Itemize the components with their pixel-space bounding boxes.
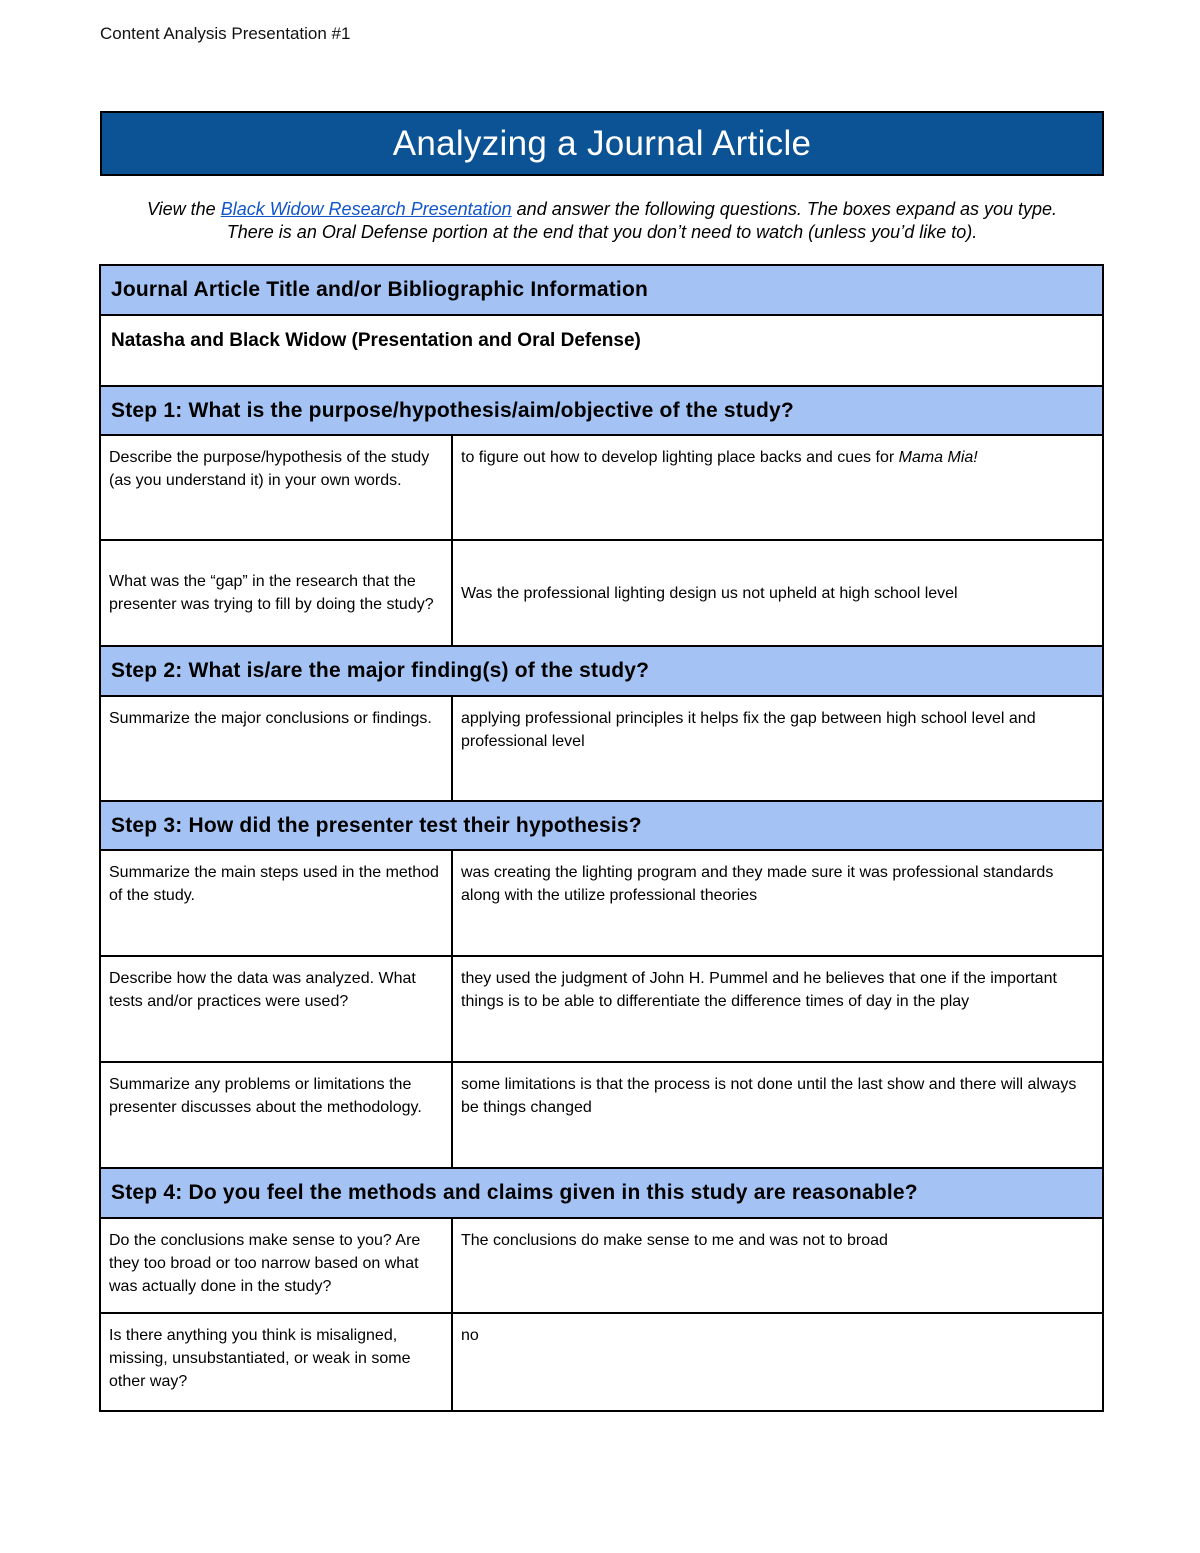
answer-field[interactable]: they used the judgment of John H. Pummel and he believes that one if the important things is to be able to differentiate the difference times of day in the play	[452, 956, 1103, 1062]
answer-field[interactable]	[452, 435, 1103, 540]
question-label: Describe the purpose/hypothesis of the study (as you understand it) in your own words.	[100, 435, 452, 540]
question-label: Describe how the data was analyzed. What tests and/or practices were used?	[100, 956, 452, 1062]
answer-field[interactable]: The conclusions do make sense to me and was not to broad	[452, 1218, 1103, 1313]
section-header-step2	[100, 646, 1103, 696]
question-label: Summarize the main steps used in the method of the study.	[100, 850, 452, 956]
table-row	[100, 696, 1103, 801]
answer-field[interactable]: no	[452, 1313, 1103, 1411]
table-row	[100, 540, 1103, 646]
instructions	[100, 198, 1104, 244]
section-header-article	[100, 265, 1103, 315]
answer-field[interactable]: Was the professional lighting design us not upheld at high school level	[452, 540, 1103, 646]
table-row	[100, 1313, 1103, 1411]
page-header: Content Analysis Presentation #1	[100, 24, 351, 43]
page-title-banner	[100, 111, 1104, 176]
table-row	[100, 850, 1103, 956]
table-row	[100, 1218, 1103, 1313]
section-heading: Step 4: Do you feel the methods and claims given in this study are reasonable?	[100, 1168, 1103, 1218]
section-header-step4	[100, 1168, 1103, 1218]
question-label: What was the “gap” in the research that the presenter was trying to fill by doing the study?	[100, 540, 452, 646]
answer-field[interactable]: was creating the lighting program and they made sure it was professional standards along with the utilize professional theories	[452, 850, 1103, 956]
table-row	[100, 956, 1103, 1062]
article-title-field[interactable]: Natasha and Black Widow (Presentation and Oral Defense)	[100, 315, 1103, 386]
answer-field[interactable]: some limitations is that the process is not done until the last show and there will always be things changed	[452, 1062, 1103, 1168]
section-heading: Step 2: What is/are the major finding(s) of the study?	[100, 646, 1103, 696]
answer-title-italic: Mama Mia!	[898, 449, 978, 466]
section-heading: Journal Article Title and/or Bibliographic Information	[100, 265, 1103, 315]
instructions-prefix: View the	[146, 199, 221, 219]
question-label: Summarize the major conclusions or findings.	[100, 696, 452, 801]
analysis-form	[99, 264, 1104, 1412]
section-header-step3	[100, 801, 1103, 850]
page-title: Analyzing a Journal Article	[392, 123, 812, 163]
answer-field[interactable]: applying professional principles it helps fix the gap between high school level and professional level	[452, 696, 1103, 801]
question-label: Summarize any problems or limitations the presenter discusses about the methodology.	[100, 1062, 452, 1168]
question-label: Do the conclusions make sense to you? Are they too broad or too narrow based on what was actually done in the study?	[100, 1218, 452, 1313]
instructions-line2: There is an Oral Defense portion at the end that you don’t need to watch (unless you’d like to).	[226, 222, 978, 242]
article-title-row	[100, 315, 1103, 386]
presentation-link[interactable]: Black Widow Research Presentation	[220, 199, 512, 219]
section-heading: Step 1: What is the purpose/hypothesis/aim/objective of the study?	[100, 386, 1103, 435]
table-row	[100, 1062, 1103, 1168]
instructions-line1-suffix: and answer the following questions. The boxes expand as you type.	[511, 199, 1058, 219]
answer-text: to figure out how to develop lighting place backs and cues for	[461, 449, 899, 466]
section-heading: Step 3: How did the presenter test their hypothesis?	[100, 801, 1103, 850]
question-label: Is there anything you think is misaligned, missing, unsubstantiated, or weak in some other way?	[100, 1313, 452, 1411]
table-row	[100, 435, 1103, 540]
section-header-step1	[100, 386, 1103, 435]
